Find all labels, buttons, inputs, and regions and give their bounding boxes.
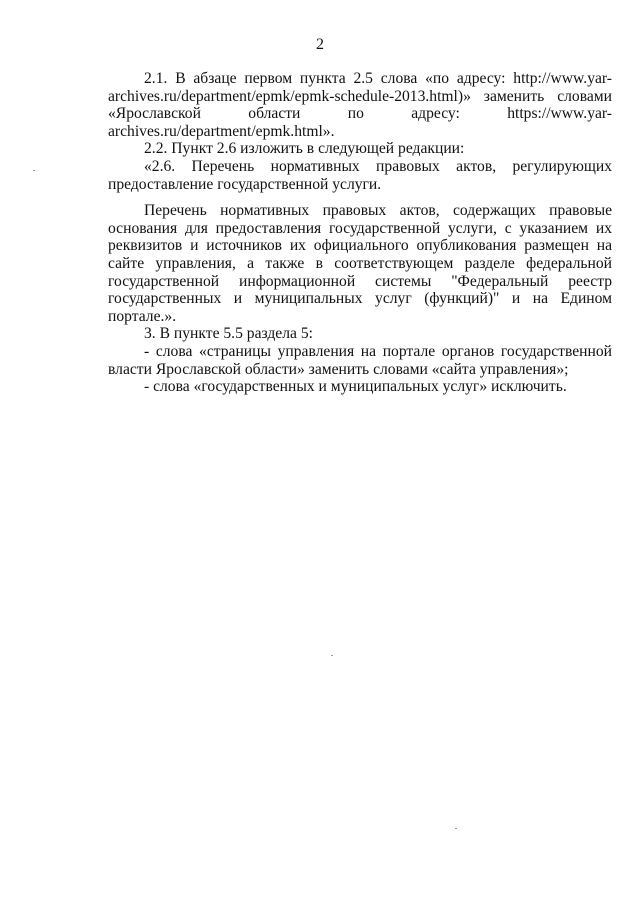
page-number: 2 (316, 36, 324, 53)
scan-speck (455, 828, 457, 829)
paragraph-2-6-heading: «2.6. Перечень нормативных правовых актов, регулирующих предоставление государственной услуги. (108, 157, 612, 193)
paragraph-3: 3. В пункте 5.5 раздела 5: (144, 325, 313, 343)
paragraph-2-6-body: Перечень нормативных правовых актов, содержащих правовые основания для предоставления государственной услуги, с указанием их реквизитов и источников их официального опубликования размещен на сайте управления, а также в соответствующем разделе федеральной государственной информационной системы "Федеральный реестр государственных и муниципальных услуг (функций)" и на Едином портале.». (108, 202, 612, 325)
paragraph-2-1: 2.1. В абзаце первом пункта 2.5 слова «по адресу: http://www.yar-archives.ru/department/epmk/epmk-schedule-2013.html)» заменить словами «Ярославской области по адресу: https://www.yar-archives.ru/department/epmk.html». (108, 70, 612, 140)
paragraph-3-item-1: - слова «страницы управления на портале органов государственной власти Ярославской области» заменить словами «сайта управления»; (108, 342, 612, 378)
document-body (108, 70, 612, 396)
paragraph-2-2: 2.2. Пункт 2.6 изложить в следующей редакции: (144, 140, 465, 158)
scan-speck (33, 170, 35, 171)
scan-speck (331, 655, 333, 656)
paragraph-gap (108, 193, 612, 202)
paragraph-3-item-2: - слова «государственных и муниципальных услуг» исключить. (144, 378, 567, 396)
